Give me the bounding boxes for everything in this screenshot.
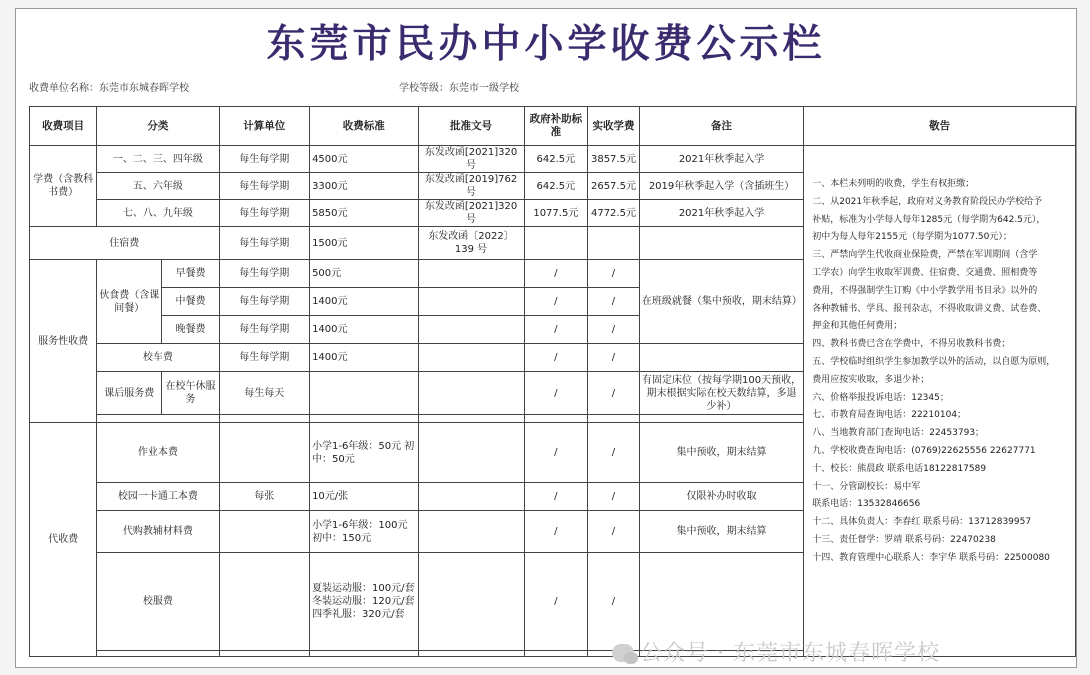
actual-cell: 2657.5元 [588,173,640,200]
approval-cell [418,511,524,553]
remark-cell: 集中预收，期末结算 [639,511,803,553]
actual-cell: / [588,553,640,651]
notice-line: 十二、具体负责人：李春红 联系号码：13712839957 [812,517,1032,528]
standard-cell: 1400元 [310,316,418,344]
meals-remark: 在班级就餐（集中预收，期末结算） [639,260,803,344]
notice-line: 十三、责任督学：罗靖 联系号码：22470238 [812,534,996,545]
unit-cell [219,423,310,483]
standard-cell: 4500元 [310,146,418,173]
after-school-sub: 在校午休服务 [162,372,219,415]
remark-cell: 2021年秋季起入学 [639,146,803,173]
tuition-label: 学费（含教科书费） [30,146,97,227]
actual-cell: / [588,344,640,372]
service-label: 服务性收费 [30,260,97,423]
unit-cell: 每张 [219,483,310,511]
unit-cell: 每生每学期 [219,146,310,173]
standard-cell: 10元/张 [310,483,418,511]
category-cell: 七、八、九年级 [97,200,219,227]
table-row [30,146,1076,173]
remark-cell: 有固定床位（按每学期100天预收，期末根据实际在校天数结算，多退少补） [639,372,803,415]
unit-cell: 每生每学期 [219,227,310,260]
approval-cell [418,344,524,372]
notice-line: 费用应按实收取，多退少补； [812,374,930,385]
wechat-icon [612,644,634,662]
standard-cell: 小学1-6年级：50元 初中：50元 [310,423,418,483]
meal-name-cell: 晚餐费 [162,316,219,344]
subsidy-cell: / [524,344,588,372]
subsidy-cell: 642.5元 [524,173,588,200]
actual-cell: / [588,372,640,415]
header-unit: 计算单位 [219,107,310,146]
category-cell: 一、二、三、四年级 [97,146,219,173]
notice-line: 二、从2021年秋季起，政府对义务教育阶段民办学校给予 [812,196,1043,207]
notice-list [812,176,1070,568]
standard-cell: 1500元 [310,227,418,260]
remark-cell: 仅限补办时收取 [639,483,803,511]
header-approval: 批准文号 [418,107,524,146]
actual-cell: / [588,288,640,316]
header-row [30,107,1076,146]
approval-cell [418,553,524,651]
subsidy-cell: / [524,423,588,483]
header-subsidy: 政府补助标准 [524,107,588,146]
notice-line: 四、教科书费已含在学费中，不得另收教科书费； [812,339,1011,350]
subsidy-cell [524,227,588,260]
subsidy-cell: 1077.5元 [524,200,588,227]
homework-label: 作业本费 [97,423,219,483]
unit-cell: 每生每学期 [219,344,310,372]
materials-label: 代购教辅材料费 [97,511,219,553]
after-school-label: 课后服务费 [97,372,162,415]
bus-label: 校车费 [97,344,219,372]
standard-cell: 小学1-6年级：100元 初中：150元 [310,511,418,553]
remark-cell [639,227,803,260]
watermark [612,636,940,667]
subsidy-cell: / [524,260,588,288]
notice-line: 各种教辅书、学具、报刊杂志，不得收取讲义费、试卷费、 [812,303,1047,314]
subsidy-cell: / [524,483,588,511]
actual-cell: / [588,423,640,483]
unit-cell: 每生每天 [219,372,310,415]
subsidy-cell: / [524,316,588,344]
notice-line: 联系电话：13532846656 [812,499,921,510]
approval-cell [418,316,524,344]
approval-cell [418,288,524,316]
watermark-text: 公众号 · 东莞市东城春晖学校 [640,641,940,666]
standard-cell: 5850元 [310,200,418,227]
actual-cell: / [588,511,640,553]
subsidy-cell: / [524,511,588,553]
collect-label: 代收费 [30,423,97,657]
notice-line: 初中为每人每年2155元（每学期为1077.50元）； [812,232,1012,243]
fee-table [29,106,1076,657]
page-title: 东莞市民办中小学收费公示栏 [266,21,826,67]
unit-cell: 每生每学期 [219,288,310,316]
remark-cell [639,344,803,372]
approval-cell: 东发改函[2021]320号 [418,200,524,227]
header-notice: 敬告 [804,107,1076,146]
card-label: 校园一卡通工本费 [97,483,219,511]
standard-cell: 500元 [310,260,418,288]
actual-cell: / [588,483,640,511]
notice-board [15,8,1077,668]
uniform-label: 校服费 [97,553,219,651]
standard-cell: 1400元 [310,344,418,372]
notice-line: 一、本栏未列明的收费，学生有权拒缴； [812,179,975,189]
school-grade-label: 学校等级：东莞市一级学校 [399,83,519,94]
actual-cell: 4772.5元 [588,200,640,227]
standard-cell [310,372,418,415]
meal-name-cell: 中餐费 [162,288,219,316]
notice-line: 三、严禁向学生代收商业保险费，严禁在军训期间（含学 [812,250,1038,261]
standard-cell: 夏装运动服：100元/套 冬装运动服：120元/套 四季礼服：320元/套 [310,553,418,651]
header-actual: 实收学费 [588,107,640,146]
actual-cell: 3857.5元 [588,146,640,173]
remark-cell: 集中预收，期末结算 [639,423,803,483]
header-item: 收费项目 [30,107,97,146]
header-standard: 收费标准 [310,107,418,146]
unit-cell: 每生每学期 [219,260,310,288]
approval-cell: 东发改函[2019]762号 [418,173,524,200]
boarding-label: 住宿费 [30,227,220,260]
approval-cell: 东发改函[2021]320号 [418,146,524,173]
notice-line: 押金和其他任何费用； [812,321,903,332]
approval-cell [418,483,524,511]
approval-cell: 东发改函〔2022〕139 号 [418,227,524,260]
unit-cell [219,511,310,553]
notice-line: 费用，不得强制学生订购《中小学教学用书目录》以外的 [812,285,1038,296]
subsidy-cell: / [524,372,588,415]
actual-cell: / [588,316,640,344]
actual-cell: / [588,260,640,288]
standard-cell: 3300元 [310,173,418,200]
fee-unit-label: 收费单位名称：东莞市东城春晖学校 [29,83,189,94]
header-category: 分类 [97,107,219,146]
unit-cell [219,553,310,651]
subsidy-cell: / [524,288,588,316]
unit-cell: 每生每学期 [219,173,310,200]
subsidy-cell: / [524,553,588,651]
category-cell: 五、六年级 [97,173,219,200]
remark-cell: 2021年秋季起入学 [639,200,803,227]
notice-line: 五、学校临时组织学生参加教学以外的活动，以自愿为原则， [812,356,1056,367]
subsidy-cell: 642.5元 [524,146,588,173]
approval-cell [418,423,524,483]
notice-line: 十、校长：熊晨政 联系电话18122817589 [812,463,987,474]
remark-cell: 2019年秋季起入学（含插班生） [639,173,803,200]
notice-line: 六、价格举报投诉电话：12345； [812,392,949,403]
notice-line: 七、市教育局查询电话：22210104； [812,410,967,421]
standard-cell: 1400元 [310,288,418,316]
notice-line: 九、学校收费查询电话：(0769)22625556 22627771 [812,445,1036,456]
actual-cell [588,227,640,260]
header-remark: 备注 [639,107,803,146]
notice-line: 补贴，标准为小学每人每年1285元（每学期为642.5元）， [812,214,1046,225]
notice-panel [804,146,1076,657]
meals-label: 伙食费（含课间餐） [97,260,162,344]
unit-cell: 每生每学期 [219,316,310,344]
notice-line: 十一、分管副校长：易中军 [812,481,921,492]
notice-line: 十四、教育管理中心联系人：李宇华 联系号码：22500080 [812,552,1050,563]
unit-cell: 每生每学期 [219,200,310,227]
meal-name-cell: 早餐费 [162,260,219,288]
notice-line: 八、当地教育部门查询电话：22453793； [812,428,985,439]
approval-cell [418,260,524,288]
notice-line: 工学农）向学生收取军训费、住宿费、交通费、照相费等 [812,267,1038,278]
approval-cell [418,372,524,415]
